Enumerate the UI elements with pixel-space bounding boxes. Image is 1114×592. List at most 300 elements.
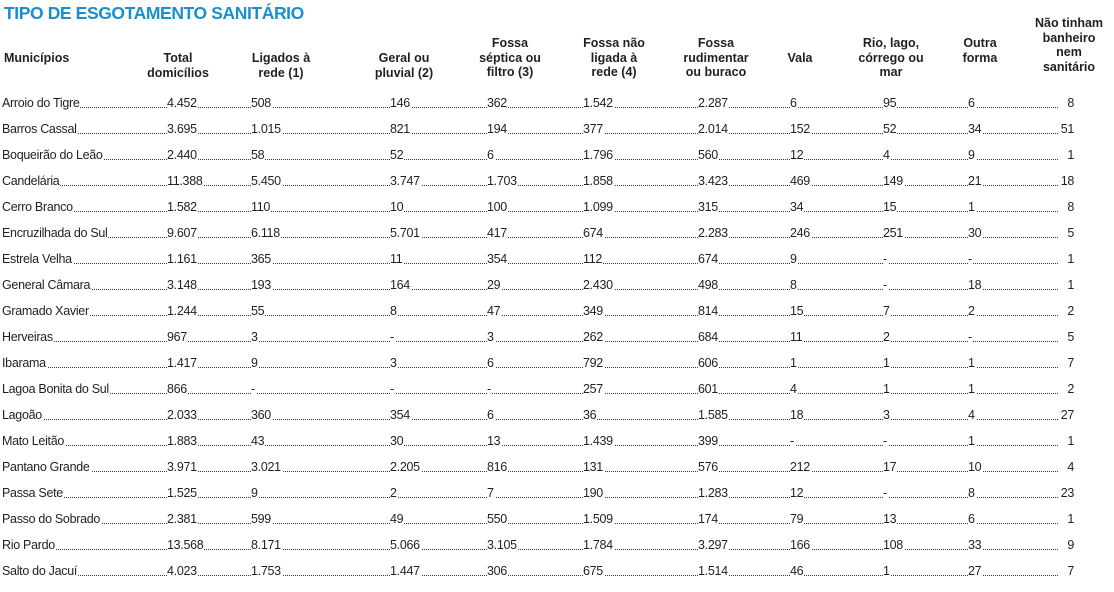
cell-value: Rio Pardo xyxy=(2,538,55,552)
cell-rio xyxy=(883,563,968,579)
cell-value: - xyxy=(390,382,394,396)
cell-value: 4 xyxy=(790,382,797,396)
cell-value: - xyxy=(968,252,972,266)
cell-naoligada xyxy=(583,407,698,423)
cell-value: 33 xyxy=(968,538,982,552)
cell-value: - xyxy=(487,382,491,396)
cell-septica xyxy=(487,303,583,319)
cell-value: - xyxy=(883,434,887,448)
cell-value: Boqueirão do Leão xyxy=(2,148,103,162)
cell-value: 1.161 xyxy=(167,252,197,266)
cell-rudimentar xyxy=(698,459,790,475)
cell-rio xyxy=(883,121,968,137)
cell-semBanheiro xyxy=(1058,381,1074,397)
cell-rio xyxy=(883,407,968,423)
cell-value: 11.388 xyxy=(167,174,203,188)
cell-semBanheiro xyxy=(1058,277,1074,293)
cell-value: 47 xyxy=(487,304,501,318)
cell-value: Cerro Branco xyxy=(2,200,73,214)
cell-outra xyxy=(968,95,1058,111)
cell-value: - xyxy=(790,434,794,448)
cell-value: 2.381 xyxy=(167,512,197,526)
header-rio-lago: Rio, lago, córrego ou mar xyxy=(858,36,924,79)
cell-value: 257 xyxy=(583,382,603,396)
cell-value: 3.423 xyxy=(698,174,728,188)
cell-geral xyxy=(390,173,487,189)
cell-value: 52 xyxy=(883,122,897,136)
cell-ligados xyxy=(251,251,390,267)
cell-value: 8 xyxy=(968,486,975,500)
cell-value: 1.514 xyxy=(698,564,728,578)
cell-value: 6 xyxy=(487,356,494,370)
header-geral-pluvial: Geral ou pluvial (2) xyxy=(374,51,434,80)
cell-value: 2.205 xyxy=(390,460,420,474)
cell-semBanheiro xyxy=(1058,121,1074,137)
cell-vala xyxy=(790,199,883,215)
cell-outra xyxy=(968,147,1058,163)
cell-rio xyxy=(883,277,968,293)
cell-value: 6 xyxy=(968,96,975,110)
table-row xyxy=(0,559,1114,585)
cell-value: 9 xyxy=(790,252,797,266)
cell-value: Gramado Xavier xyxy=(2,304,89,318)
cell-value: 9 xyxy=(251,486,258,500)
cell-value: 7 xyxy=(1067,356,1074,370)
cell-value: 1.509 xyxy=(583,512,613,526)
cell-ligados xyxy=(251,355,390,371)
cell-rudimentar xyxy=(698,277,790,293)
cell-value: 2.440 xyxy=(167,148,197,162)
cell-municipio xyxy=(2,173,167,189)
header-fossa-nao-ligada: Fossa não ligada à rede (4) xyxy=(583,36,645,79)
cell-rio xyxy=(883,199,968,215)
cell-ligados xyxy=(251,459,390,475)
cell-value: 469 xyxy=(790,174,810,188)
cell-value: 1 xyxy=(968,356,975,370)
cell-value: 2.014 xyxy=(698,122,728,136)
cell-value: 58 xyxy=(251,148,265,162)
cell-value: 8 xyxy=(1067,96,1074,110)
data-table-body xyxy=(0,91,1114,585)
cell-municipio xyxy=(2,563,167,579)
cell-naoligada xyxy=(583,485,698,501)
cell-value: 6.118 xyxy=(251,226,280,240)
cell-value: 1.703 xyxy=(487,174,517,188)
cell-value: 1 xyxy=(883,382,890,396)
cell-semBanheiro xyxy=(1058,563,1074,579)
cell-value: 164 xyxy=(390,278,410,292)
cell-geral xyxy=(390,147,487,163)
cell-ligados xyxy=(251,147,390,163)
cell-value: 18 xyxy=(968,278,982,292)
table-row xyxy=(0,91,1114,117)
cell-ligados xyxy=(251,303,390,319)
cell-value: 23 xyxy=(1060,486,1074,500)
cell-vala xyxy=(790,407,883,423)
cell-rudimentar xyxy=(698,121,790,137)
cell-value: 3 xyxy=(487,330,494,344)
cell-value: 8 xyxy=(390,304,397,318)
cell-value: 1.244 xyxy=(167,304,197,318)
cell-rudimentar xyxy=(698,511,790,527)
cell-value: 1.447 xyxy=(390,564,420,578)
cell-naoligada xyxy=(583,199,698,215)
cell-value: 821 xyxy=(390,122,410,136)
cell-value: 816 xyxy=(487,460,507,474)
cell-value: 166 xyxy=(790,538,810,552)
cell-municipio xyxy=(2,95,167,111)
cell-vala xyxy=(790,511,883,527)
cell-ligados xyxy=(251,225,390,241)
cell-value: 11 xyxy=(790,330,803,344)
cell-value: 9 xyxy=(1067,538,1074,552)
cell-semBanheiro xyxy=(1058,251,1074,267)
cell-total xyxy=(167,277,251,293)
cell-value: 1 xyxy=(1067,278,1074,292)
cell-value: 606 xyxy=(698,356,718,370)
cell-municipio xyxy=(2,433,167,449)
cell-septica xyxy=(487,537,583,553)
cell-value: 6 xyxy=(968,512,975,526)
cell-geral xyxy=(390,459,487,475)
cell-value: 7 xyxy=(883,304,890,318)
header-fossa-septica: Fossa séptica ou filtro (3) xyxy=(479,36,541,79)
cell-value: 27 xyxy=(968,564,982,578)
cell-value: 576 xyxy=(698,460,718,474)
cell-rudimentar xyxy=(698,95,790,111)
cell-value: 262 xyxy=(583,330,603,344)
cell-total xyxy=(167,537,251,553)
cell-value: 2 xyxy=(968,304,975,318)
cell-rio xyxy=(883,511,968,527)
cell-rio xyxy=(883,537,968,553)
cell-value: 3.747 xyxy=(390,174,420,188)
cell-value: 2 xyxy=(1067,382,1074,396)
table-row xyxy=(0,325,1114,351)
cell-value: 194 xyxy=(487,122,507,136)
cell-geral xyxy=(390,511,487,527)
cell-geral xyxy=(390,95,487,111)
cell-geral xyxy=(390,537,487,553)
cell-value: 3.695 xyxy=(167,122,197,136)
cell-rudimentar xyxy=(698,329,790,345)
cell-municipio xyxy=(2,121,167,137)
cell-value: General Câmara xyxy=(2,278,91,292)
cell-value: 9.607 xyxy=(167,226,197,240)
cell-value: 13 xyxy=(883,512,897,526)
cell-total xyxy=(167,95,251,111)
cell-value: 190 xyxy=(583,486,603,500)
cell-rio xyxy=(883,95,968,111)
cell-geral xyxy=(390,303,487,319)
header-sem-banheiro: Não tinham banheiro nem sanitário xyxy=(1034,16,1104,74)
cell-municipio xyxy=(2,511,167,527)
cell-semBanheiro xyxy=(1058,95,1074,111)
cell-ligados xyxy=(251,537,390,553)
cell-geral xyxy=(390,381,487,397)
cell-value: 5.066 xyxy=(390,538,420,552)
cell-vala xyxy=(790,277,883,293)
cell-outra xyxy=(968,511,1058,527)
cell-municipio xyxy=(2,407,167,423)
cell-rudimentar xyxy=(698,485,790,501)
cell-semBanheiro xyxy=(1058,485,1074,501)
header-outra-forma: Outra forma xyxy=(962,36,998,65)
cell-value: 9 xyxy=(251,356,258,370)
cell-rudimentar xyxy=(698,251,790,267)
cell-septica xyxy=(487,381,583,397)
cell-value: 52 xyxy=(390,148,404,162)
cell-semBanheiro xyxy=(1058,147,1074,163)
cell-value: 1 xyxy=(883,564,890,578)
cell-rudimentar xyxy=(698,303,790,319)
cell-vala xyxy=(790,329,883,345)
cell-rudimentar xyxy=(698,537,790,553)
cell-rudimentar xyxy=(698,563,790,579)
cell-vala xyxy=(790,225,883,241)
cell-value: 11 xyxy=(390,252,403,266)
cell-ligados xyxy=(251,329,390,345)
cell-semBanheiro xyxy=(1058,173,1074,189)
cell-rudimentar xyxy=(698,355,790,371)
cell-vala xyxy=(790,251,883,267)
cell-value: 1.439 xyxy=(583,434,613,448)
cell-value: 34 xyxy=(968,122,982,136)
cell-outra xyxy=(968,199,1058,215)
cell-total xyxy=(167,147,251,163)
cell-semBanheiro xyxy=(1058,225,1074,241)
header-fossa-rudimentar: Fossa rudimentar ou buraco xyxy=(683,36,749,79)
cell-semBanheiro xyxy=(1058,459,1074,475)
cell-value: Estrela Velha xyxy=(2,252,72,266)
cell-value: 12 xyxy=(790,148,804,162)
cell-ligados xyxy=(251,173,390,189)
cell-value: 3 xyxy=(883,408,890,422)
cell-naoligada xyxy=(583,329,698,345)
cell-total xyxy=(167,459,251,475)
cell-value: 399 xyxy=(698,434,718,448)
table-row xyxy=(0,169,1114,195)
cell-value: 360 xyxy=(251,408,271,422)
cell-value: 49 xyxy=(390,512,404,526)
cell-geral xyxy=(390,121,487,137)
cell-value: 10 xyxy=(968,460,982,474)
cell-value: 560 xyxy=(698,148,718,162)
cell-value: Salto do Jacuí xyxy=(2,564,78,578)
cell-septica xyxy=(487,485,583,501)
cell-municipio xyxy=(2,225,167,241)
cell-value: 7 xyxy=(1067,564,1074,578)
cell-geral xyxy=(390,277,487,293)
table-row xyxy=(0,429,1114,455)
cell-septica xyxy=(487,225,583,241)
cell-value: 2.430 xyxy=(583,278,613,292)
cell-value: 1.542 xyxy=(583,96,613,110)
cell-geral xyxy=(390,563,487,579)
cell-value: 349 xyxy=(583,304,603,318)
cell-value: 8.171 xyxy=(251,538,281,552)
cell-value: - xyxy=(968,330,972,344)
cell-rio xyxy=(883,225,968,241)
cell-naoligada xyxy=(583,459,698,475)
cell-value: - xyxy=(390,330,394,344)
cell-total xyxy=(167,433,251,449)
cell-value: 1.283 xyxy=(698,486,728,500)
cell-septica xyxy=(487,95,583,111)
table-row xyxy=(0,455,1114,481)
cell-rudimentar xyxy=(698,407,790,423)
cell-value: 498 xyxy=(698,278,718,292)
cell-septica xyxy=(487,199,583,215)
cell-value: 17 xyxy=(883,460,897,474)
cell-value: 3.971 xyxy=(167,460,197,474)
cell-value: 377 xyxy=(583,122,603,136)
cell-semBanheiro xyxy=(1058,329,1074,345)
cell-value: Passa Sete xyxy=(2,486,63,500)
cell-outra xyxy=(968,173,1058,189)
cell-vala xyxy=(790,537,883,553)
cell-value: Candelária xyxy=(2,174,60,188)
cell-value: 34 xyxy=(790,200,804,214)
cell-value: 1 xyxy=(1067,148,1074,162)
cell-total xyxy=(167,355,251,371)
cell-total xyxy=(167,485,251,501)
header-municipios: Municípios xyxy=(4,51,70,65)
cell-municipio xyxy=(2,147,167,163)
cell-value: 4 xyxy=(1067,460,1074,474)
cell-ligados xyxy=(251,381,390,397)
cell-ligados xyxy=(251,433,390,449)
cell-value: Passo do Sobrado xyxy=(2,512,101,526)
table-title: TIPO DE ESGOTAMENTO SANITÁRIO xyxy=(4,3,304,23)
cell-value: 79 xyxy=(790,512,804,526)
cell-value: 1 xyxy=(1067,252,1074,266)
table-row xyxy=(0,351,1114,377)
cell-naoligada xyxy=(583,381,698,397)
cell-vala xyxy=(790,485,883,501)
cell-value: 684 xyxy=(698,330,718,344)
cell-geral xyxy=(390,251,487,267)
cell-value: 46 xyxy=(790,564,804,578)
cell-value: 29 xyxy=(487,278,501,292)
cell-value: 2 xyxy=(1067,304,1074,318)
cell-value: 12 xyxy=(790,486,804,500)
cell-value: 2.033 xyxy=(167,408,197,422)
cell-ligados xyxy=(251,511,390,527)
cell-geral xyxy=(390,433,487,449)
cell-value: 21 xyxy=(968,174,982,188)
cell-total xyxy=(167,407,251,423)
cell-value: - xyxy=(251,382,255,396)
cell-value: 36 xyxy=(583,408,597,422)
cell-value: 3.148 xyxy=(167,278,197,292)
cell-total xyxy=(167,381,251,397)
cell-value: 193 xyxy=(251,278,271,292)
cell-outra xyxy=(968,381,1058,397)
cell-value: 108 xyxy=(883,538,903,552)
cell-septica xyxy=(487,147,583,163)
cell-rio xyxy=(883,303,968,319)
table-row xyxy=(0,143,1114,169)
cell-rio xyxy=(883,381,968,397)
cell-value: 4.023 xyxy=(167,564,197,578)
cell-value: 1.417 xyxy=(167,356,197,370)
cell-total xyxy=(167,225,251,241)
cell-value: 1.796 xyxy=(583,148,613,162)
cell-municipio xyxy=(2,277,167,293)
cell-semBanheiro xyxy=(1058,303,1074,319)
cell-value: 354 xyxy=(390,408,410,422)
cell-septica xyxy=(487,355,583,371)
cell-value: 55 xyxy=(251,304,265,318)
cell-value: 152 xyxy=(790,122,810,136)
cell-value: 15 xyxy=(790,304,804,318)
cell-value: 15 xyxy=(883,200,897,214)
cell-value: 30 xyxy=(968,226,982,240)
cell-outra xyxy=(968,225,1058,241)
cell-outra xyxy=(968,303,1058,319)
cell-value: 1 xyxy=(790,356,797,370)
cell-value: 1.585 xyxy=(698,408,728,422)
cell-vala xyxy=(790,381,883,397)
cell-septica xyxy=(487,121,583,137)
cell-value: 43 xyxy=(251,434,265,448)
cell-value: 1 xyxy=(1067,512,1074,526)
cell-outra xyxy=(968,459,1058,475)
cell-value: 18 xyxy=(1060,174,1074,188)
cell-value: 967 xyxy=(167,330,187,344)
cell-value: 4.452 xyxy=(167,96,197,110)
cell-value: 792 xyxy=(583,356,603,370)
cell-value: 2 xyxy=(883,330,890,344)
cell-value: 5.450 xyxy=(251,174,281,188)
cell-municipio xyxy=(2,251,167,267)
cell-value: 508 xyxy=(251,96,271,110)
cell-value: 7 xyxy=(487,486,494,500)
cell-septica xyxy=(487,251,583,267)
table-row xyxy=(0,481,1114,507)
table-row xyxy=(0,377,1114,403)
cell-naoligada xyxy=(583,121,698,137)
cell-rio xyxy=(883,173,968,189)
cell-value: 10 xyxy=(390,200,404,214)
cell-value: Herveiras xyxy=(2,330,53,344)
table-row xyxy=(0,221,1114,247)
cell-total xyxy=(167,563,251,579)
cell-outra xyxy=(968,563,1058,579)
cell-ligados xyxy=(251,563,390,579)
table-row xyxy=(0,117,1114,143)
cell-value: 3.021 xyxy=(251,460,281,474)
cell-total xyxy=(167,173,251,189)
cell-ligados xyxy=(251,407,390,423)
cell-value: 315 xyxy=(698,200,718,214)
cell-value: - xyxy=(883,252,887,266)
cell-value: Lagoão xyxy=(2,408,42,422)
cell-naoligada xyxy=(583,277,698,293)
cell-total xyxy=(167,329,251,345)
cell-value: 6 xyxy=(487,148,494,162)
cell-semBanheiro xyxy=(1058,511,1074,527)
cell-value: 174 xyxy=(698,512,718,526)
cell-value: 599 xyxy=(251,512,271,526)
cell-value: 1.525 xyxy=(167,486,197,500)
cell-municipio xyxy=(2,537,167,553)
cell-municipio xyxy=(2,199,167,215)
cell-naoligada xyxy=(583,173,698,189)
cell-value: 5 xyxy=(1067,226,1074,240)
cell-value: 13.568 xyxy=(167,538,204,552)
